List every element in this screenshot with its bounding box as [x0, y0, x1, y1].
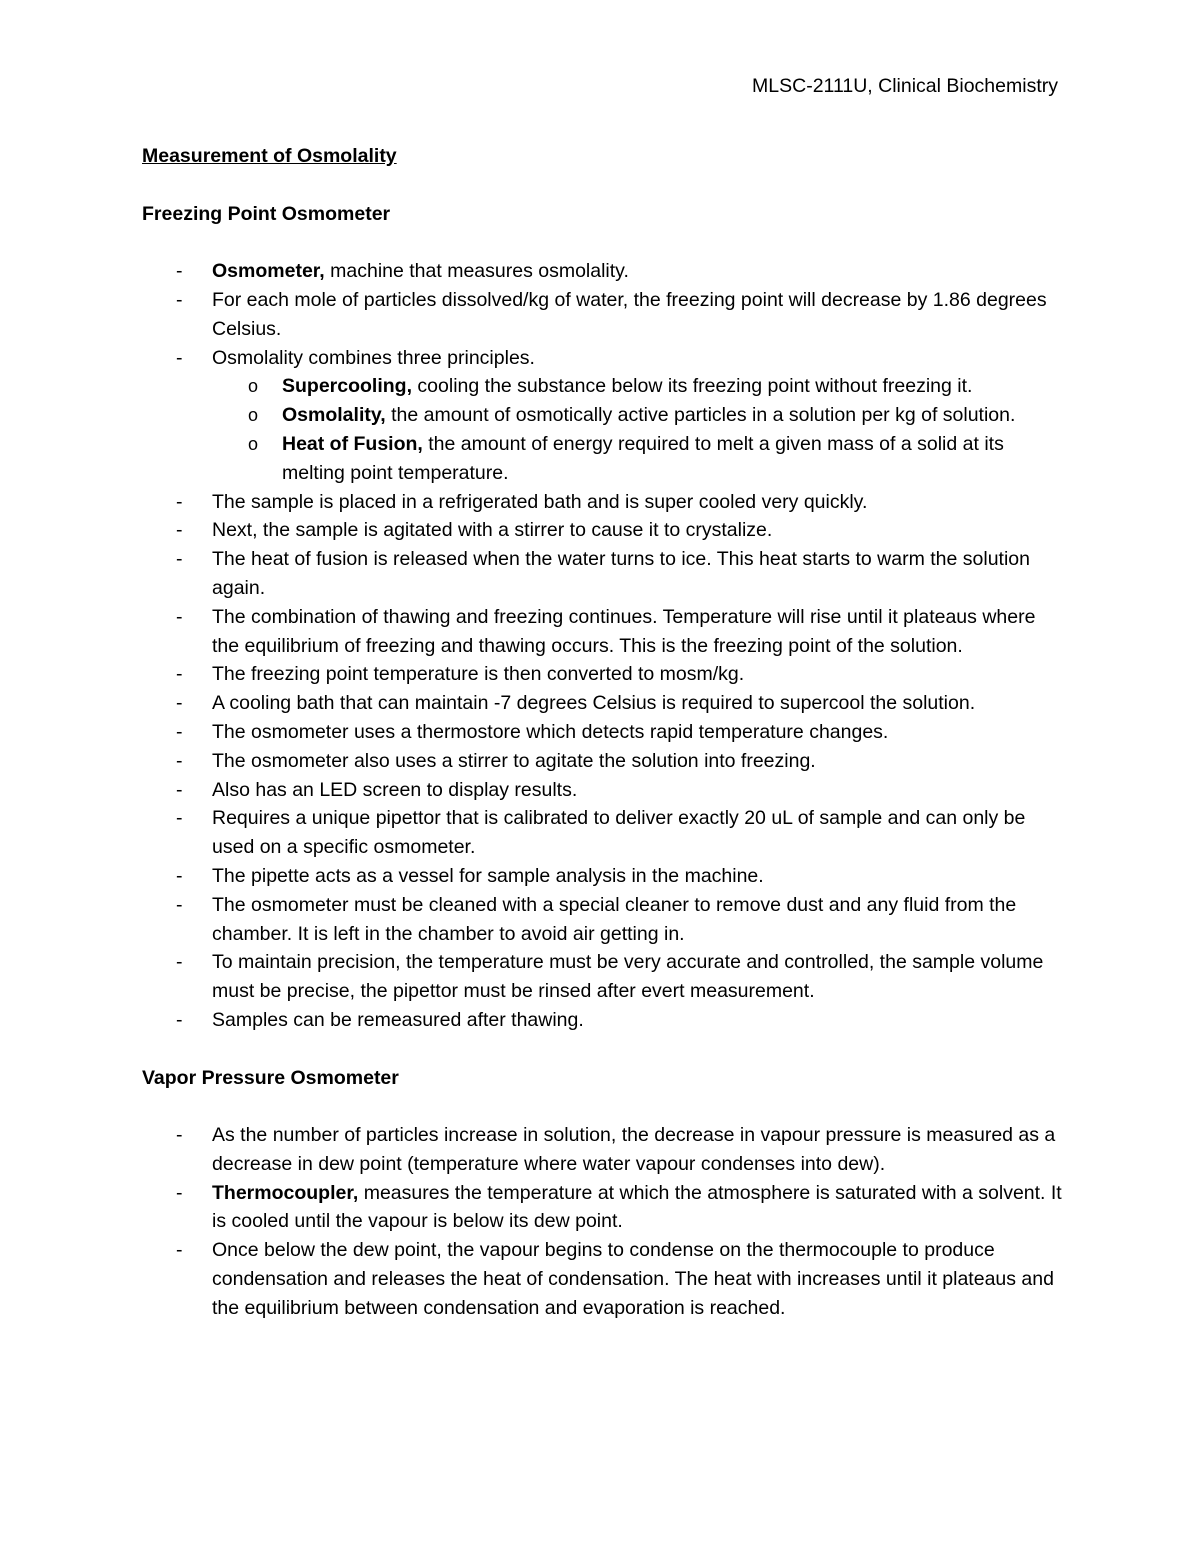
sub-list-item	[142, 401, 1062, 430]
bullet-dash: -	[176, 749, 183, 772]
document-body	[142, 142, 1062, 1323]
item-text: To maintain precision, the temperature must be very accurate and controlled, the sample volume must be precise, the pipettor must be rinsed after evert measurement.	[212, 951, 1044, 1003]
term: Osmolality,	[282, 404, 386, 427]
bullet-dash: -	[176, 951, 183, 974]
document-title: Measurement of Osmolality	[142, 145, 397, 167]
list-item	[142, 1236, 1062, 1322]
bullet-dash: -	[176, 807, 183, 830]
bullet-dash: -	[176, 519, 183, 542]
item-text: Samples can be remeasured after thawing.	[212, 1008, 584, 1031]
item-text: Osmolality combines three principles.	[212, 346, 535, 369]
bullet-dash: -	[176, 1181, 183, 1204]
term: Thermocoupler,	[212, 1181, 359, 1204]
item-text: A cooling bath that can maintain -7 degrees Celsius is required to supercool the solution.	[212, 692, 976, 715]
list-item	[142, 344, 1062, 488]
item-text: The heat of fusion is released when the water turns to ice. This heat starts to warm the solution again.	[212, 548, 1030, 599]
item-text: cooling the substance below its freezing point without freezing it.	[412, 375, 973, 398]
item-text: Once below the dew point, the vapour begins to condense on the thermocouple to produce condensation and releases the heat of condensation. The heat with increases until it plateaus and the equilibrium between condensation and evaporation is reached.	[212, 1239, 1054, 1319]
bullet-list	[142, 257, 1062, 1035]
list-item	[142, 948, 1062, 1006]
sub-list-item	[142, 430, 1062, 488]
term: Heat of Fusion,	[282, 432, 423, 455]
list-item	[142, 776, 1062, 805]
item-text: machine that measures osmolality.	[324, 260, 629, 283]
term: Osmometer,	[212, 260, 325, 283]
list-item	[142, 286, 1062, 344]
list-item	[142, 862, 1062, 891]
bullet-dash: -	[176, 288, 183, 311]
bullet-dash: -	[176, 605, 183, 628]
list-item	[142, 891, 1062, 949]
list-item	[142, 603, 1062, 661]
item-text: The osmometer uses a thermostore which detects rapid temperature changes.	[212, 720, 889, 743]
bullet-dash: -	[176, 1124, 183, 1147]
circle-bullet-icon: o	[248, 433, 259, 454]
item-text: The sample is placed in a refrigerated bath and is super cooled very quickly.	[212, 490, 868, 513]
bullet-dash: -	[176, 778, 183, 801]
item-text: The pipette acts as a vessel for sample analysis in the machine.	[212, 864, 764, 887]
bullet-dash: -	[176, 260, 183, 283]
item-text: measures the temperature at which the atmosphere is saturated with a solvent. It is cooled until the vapour is below its dew point.	[212, 1181, 1062, 1233]
bullet-dash: -	[176, 346, 183, 369]
item-text: The osmometer must be cleaned with a special cleaner to remove dust and any fluid from the chamber. It is left in the chamber to avoid air getting in.	[212, 893, 1017, 945]
item-text: As the number of particles increase in solution, the decrease in vapour pressure is measured as a decrease in dew point (temperature where water vapour condenses into dew).	[212, 1124, 1056, 1175]
bullet-dash: -	[176, 864, 183, 887]
list-item	[142, 545, 1062, 603]
item-text: The freezing point temperature is then converted to mosm/kg.	[212, 663, 745, 686]
list-item	[142, 689, 1062, 718]
list-item	[142, 516, 1062, 545]
list-item	[142, 488, 1062, 517]
section-heading: Freezing Point Osmometer	[142, 202, 391, 225]
item-text: the amount of osmotically active particles in a solution per kg of solution.	[385, 404, 1016, 427]
sub-list-item	[142, 372, 1062, 401]
list-item	[142, 257, 1062, 286]
item-text: Next, the sample is agitated with a stirrer to cause it to crystalize.	[212, 519, 773, 542]
section-heading: Vapor Pressure Osmometer	[142, 1066, 399, 1089]
item-text: The combination of thawing and freezing continues. Temperature will rise until it plateaus where the equilibrium of freezing and thawing occurs. This is the freezing point of the solution.	[212, 605, 1036, 657]
list-item	[142, 1121, 1062, 1179]
bullet-dash: -	[176, 720, 183, 743]
bullet-list	[142, 1121, 1062, 1323]
item-text: The osmometer also uses a stirrer to agitate the solution into freezing.	[212, 749, 816, 772]
circle-bullet-icon: o	[248, 376, 259, 397]
bullet-dash: -	[176, 1008, 183, 1031]
bullet-dash: -	[176, 663, 183, 686]
bullet-dash: -	[176, 548, 183, 571]
bullet-dash: -	[176, 893, 183, 916]
list-item	[142, 718, 1062, 747]
circle-bullet-icon: o	[248, 405, 259, 426]
list-item	[142, 1179, 1062, 1237]
bullet-dash: -	[176, 692, 183, 715]
bullet-dash: -	[176, 1239, 183, 1262]
sections-container	[142, 200, 1062, 1323]
list-item	[142, 804, 1062, 862]
item-text: Also has an LED screen to display results.	[212, 778, 578, 801]
sub-list	[212, 372, 1062, 487]
running-header: MLSC-2111U, Clinical Biochemistry	[752, 75, 1058, 97]
item-text: Requires a unique pipettor that is calibrated to deliver exactly 20 uL of sample and can only be used on a specific osmometer.	[212, 807, 1026, 859]
item-text: For each mole of particles dissolved/kg of water, the freezing point will decrease by 1.86 degrees Celsius.	[212, 288, 1047, 340]
list-item	[142, 1006, 1062, 1035]
term: Supercooling,	[282, 375, 413, 398]
list-item	[142, 660, 1062, 689]
item-text: the amount of energy required to melt a given mass of a solid at its melting point temperature.	[282, 432, 1004, 484]
list-item	[142, 747, 1062, 776]
bullet-dash: -	[176, 490, 183, 513]
